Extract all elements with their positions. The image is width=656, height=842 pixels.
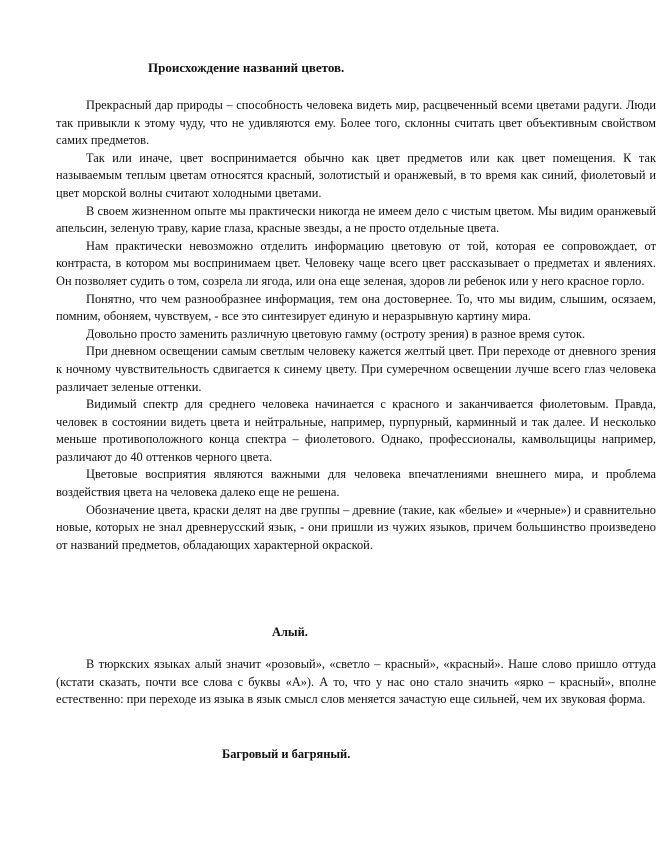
- paragraph: Цветовые восприятия являются важными для человека впечатлениями внешнего мира, и проблема воздействия цвета на человека далеко еще не решена.: [56, 467, 656, 500]
- paragraph: В своем жизненном опыте мы практически никогда не имеем дело с чистым цветом. Мы видим оранжевый апельсин, зеленую траву, карие глаза, красные звезды, а не просто отдельные цвета.: [56, 203, 656, 236]
- paragraph: Так или иначе, цвет воспринимается обычно как цвет предметов или как цвет помещения. К так называемым теплым цветам относятся красный, золотистый и оранжевый, в то время как синий, фиолетовый и цвет морской волны считают холодными цветами.: [56, 150, 656, 200]
- document-body: [56, 97, 656, 554]
- paragraph: При дневном освещении самым светлым человеку кажется желтый цвет. При переходе от дневного зрения к ночному чувствительность сдвигается к синему цвету. При сумеречном освещении лучше всего глаз человека различает зеленые оттенки.: [56, 344, 656, 394]
- paragraph-aly: В тюркских языках алый значит «розовый», «светло – красный», «красный». Наше слово пришло оттуда (кстати сказать, почти все слова с буквы «А»). А то, что у нас оно стало значить «ярко – красный», вполне естественно: при переходе из языка в язык смысл слов меняется зачастую еще сильней, чем их звуковая форма.: [56, 657, 656, 707]
- section-heading-bagrovy: Багровый и багряный.: [222, 747, 351, 761]
- paragraph: Понятно, что чем разнообразнее информация, тем она достовернее. То, что мы видим, слышим, осязаем, помним, обоняем, чувствуем, - все это синтезирует единую и неразрывную картину мира.: [56, 291, 656, 324]
- paragraph: Нам практически невозможно отделить информацию цветовую от той, которая ее сопровождает, от контраста, в котором мы воспринимаем цвет. Человеку чаще всего цвет рассказывает о предметах и явлениях. Он позволяет судить о том, созрела ли ягода, или она еще зеленая, здоров ли ребенок или у него красное горло.: [56, 238, 656, 288]
- paragraph: Обозначение цвета, краски делят на две группы – древние (такие, как «белые» и «черные») и сравнительно новые, которых не знал древнерусский язык, - они пришли из чужих языков, причем большинство произведено от названий предметов, обладающих характерной окраской.: [56, 502, 656, 552]
- paragraph: Прекрасный дар природы – способность человека видеть мир, расцвеченный всеми цветами радуги. Люди так привыкли к этому чуду, что не удивляются ему. Более того, склонны считать цвет объективным свойством самих предметов.: [56, 98, 656, 148]
- paragraph: Видимый спектр для среднего человека начинается с красного и заканчивается фиолетовым. Правда, человек в состоянии видеть цвета и нейтральные, например, пурпурный, карминный и так далее. И несколько меньше противоположного конца спектра – фиолетового. Однако, профессионалы, камвольщицы например, различают до 40 оттенков черного цвета.: [56, 397, 656, 464]
- paragraph: Довольно просто заменить различную цветовую гамму (остроту зрения) в разное время суток.: [86, 326, 586, 341]
- document-title: Происхождение названий цветов.: [148, 60, 345, 75]
- section-heading-aly: Алый.: [272, 625, 308, 639]
